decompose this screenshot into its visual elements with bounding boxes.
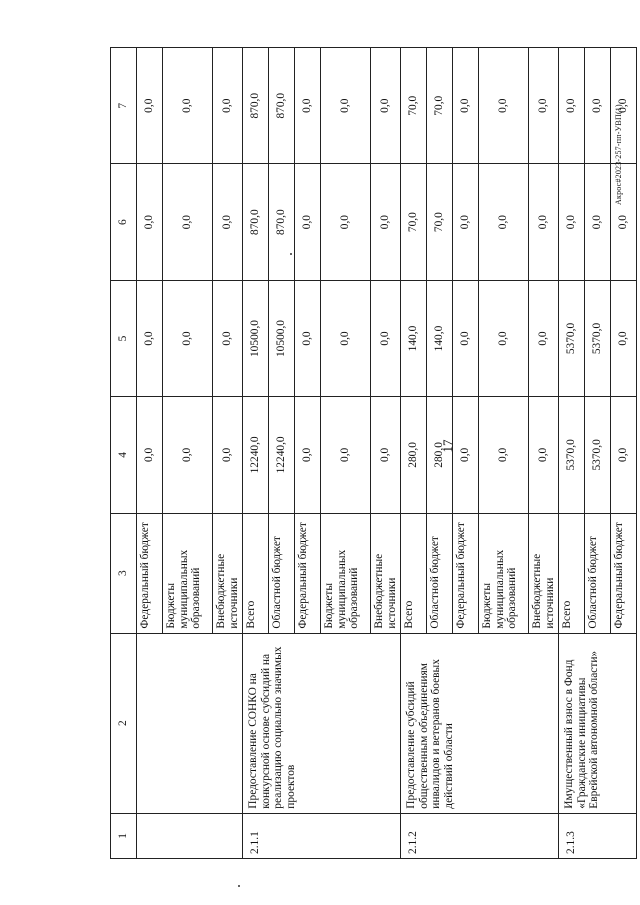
- amount-col-4: 12240,0: [269, 397, 295, 513]
- amount-col-6: 0,0: [321, 164, 371, 280]
- activity-code: 2.1.3: [559, 813, 637, 858]
- amount-col-7: 0,0: [529, 48, 559, 164]
- amount-col-7: 70,0: [401, 48, 427, 164]
- column-header-5: 5: [111, 280, 137, 396]
- amount-col-6: 70,0: [401, 164, 427, 280]
- amount-col-4: 0,0: [479, 397, 529, 513]
- document-footer: Акрос#2023-257-пп-УВП(1): [614, 104, 623, 205]
- amount-col-5: 10500,0: [243, 280, 269, 396]
- amount-col-7: 0,0: [321, 48, 371, 164]
- amount-col-4: 0,0: [213, 397, 243, 513]
- amount-col-5: 10500,0: [269, 280, 295, 396]
- funding-source: Областной бюджет: [269, 513, 295, 633]
- amount-col-5: 0,0: [611, 280, 637, 396]
- funding-source: Федеральный бюджет: [453, 513, 479, 633]
- amount-col-6: 0,0: [559, 164, 585, 280]
- amount-col-6: 870,0: [269, 164, 295, 280]
- amount-col-7: 870,0: [269, 48, 295, 164]
- amount-col-5: 0,0: [137, 280, 163, 396]
- funding-source: Федеральный бюджет: [611, 513, 637, 633]
- table-row: [401, 48, 427, 859]
- amount-col-4: 0,0: [371, 397, 401, 513]
- header-row: [111, 48, 137, 859]
- activity-code: 2.1.1: [243, 813, 401, 858]
- amount-col-5: 0,0: [453, 280, 479, 396]
- amount-col-7: 0,0: [213, 48, 243, 164]
- amount-col-4: 12240,0: [243, 397, 269, 513]
- amount-col-4: 0,0: [295, 397, 321, 513]
- funding-source: Внебюджетные источники: [213, 513, 243, 633]
- amount-col-6: 0,0: [585, 164, 611, 280]
- amount-col-4: 0,0: [453, 397, 479, 513]
- amount-col-6: 0,0: [163, 164, 213, 280]
- column-header-2: 2: [111, 633, 137, 813]
- amount-col-5: 0,0: [163, 280, 213, 396]
- funding-source: Бюджеты муниципальных образований: [479, 513, 529, 633]
- amount-col-4: 0,0: [163, 397, 213, 513]
- amount-col-4: 5370,0: [559, 397, 585, 513]
- column-header-3: 3: [111, 513, 137, 633]
- funding-source: Бюджеты муниципальных образований: [321, 513, 371, 633]
- activity-description: [137, 633, 243, 813]
- amount-col-6: 0,0: [137, 164, 163, 280]
- amount-col-5: 0,0: [295, 280, 321, 396]
- amount-col-5: 0,0: [371, 280, 401, 396]
- amount-col-5: 0,0: [321, 280, 371, 396]
- page-number: 17: [440, 439, 455, 453]
- amount-col-7: 0,0: [137, 48, 163, 164]
- amount-col-6: 0,0: [611, 164, 637, 280]
- amount-col-6: 870,0: [243, 164, 269, 280]
- amount-col-5: 5370,0: [559, 280, 585, 396]
- amount-col-5: 5370,0: [585, 280, 611, 396]
- amount-col-7: 0,0: [371, 48, 401, 164]
- amount-col-6: 0,0: [213, 164, 243, 280]
- amount-col-7: 0,0: [611, 48, 637, 164]
- amount-col-7: 0,0: [163, 48, 213, 164]
- funding-source: Областной бюджет: [427, 513, 453, 633]
- amount-col-4: 0,0: [611, 397, 637, 513]
- table-row: [559, 48, 585, 859]
- funding-source: Бюджеты муниципальных образований: [163, 513, 213, 633]
- amount-col-5: 0,0: [529, 280, 559, 396]
- funding-source: Всего: [401, 513, 427, 633]
- amount-col-4: 280,0: [401, 397, 427, 513]
- funding-source: Федеральный бюджет: [295, 513, 321, 633]
- activity-code: 2.1.2: [401, 813, 559, 858]
- amount-col-7: 70,0: [427, 48, 453, 164]
- amount-col-4: 5370,0: [585, 397, 611, 513]
- amount-col-5: 140,0: [401, 280, 427, 396]
- amount-col-6: 0,0: [529, 164, 559, 280]
- funding-source: Внебюджетные источники: [371, 513, 401, 633]
- amount-col-4: 280,0: [427, 397, 453, 513]
- table-row: [137, 48, 163, 859]
- column-header-1: 1: [111, 813, 137, 858]
- amount-col-7: 870,0: [243, 48, 269, 164]
- amount-col-7: 0,0: [479, 48, 529, 164]
- amount-col-6: 0,0: [295, 164, 321, 280]
- amount-col-7: 0,0: [295, 48, 321, 164]
- activity-description: Предоставление СОНКО на конкурсной основе субсидий на реализацию социально значимых проектов: [243, 633, 401, 813]
- amount-col-5: 0,0: [213, 280, 243, 396]
- column-header-6: 6: [111, 164, 137, 280]
- funding-source: Всего: [243, 513, 269, 633]
- amount-col-6: 0,0: [371, 164, 401, 280]
- amount-col-7: 0,0: [453, 48, 479, 164]
- amount-col-6: 70,0: [427, 164, 453, 280]
- amount-col-4: 0,0: [529, 397, 559, 513]
- column-header-7: 7: [111, 48, 137, 164]
- funding-source: Областной бюджет: [585, 513, 611, 633]
- funding-source: Всего: [559, 513, 585, 633]
- column-header-4: 4: [111, 397, 137, 513]
- activity-description: Имущественный взнос в Фонд «Гражданские инициативы Еврейской автономной области»: [559, 633, 637, 813]
- amount-col-4: 0,0: [137, 397, 163, 513]
- funding-source: Федеральный бюджет: [137, 513, 163, 633]
- amount-col-5: 0,0: [479, 280, 529, 396]
- funding-source: Внебюджетные источники: [529, 513, 559, 633]
- amount-col-7: 0,0: [585, 48, 611, 164]
- amount-col-5: 140,0: [427, 280, 453, 396]
- amount-col-4: 0,0: [321, 397, 371, 513]
- activity-code: [137, 813, 243, 858]
- amount-col-7: 0,0: [559, 48, 585, 164]
- budget-table: [110, 47, 637, 859]
- amount-col-6: 0,0: [479, 164, 529, 280]
- table-row: [243, 48, 269, 859]
- amount-col-6: 0,0: [453, 164, 479, 280]
- scan-speck: [238, 885, 240, 887]
- activity-description: Предоставление субсидий общественным объединениям инвалидов и ветеранов боевых действий области: [401, 633, 559, 813]
